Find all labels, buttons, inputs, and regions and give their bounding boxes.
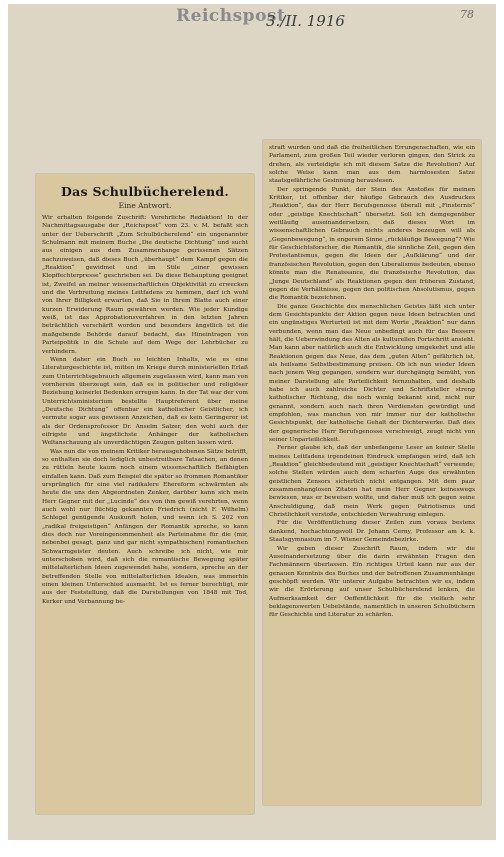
paragraph: Wir erhalten folgende Zuschrift: Verehrliche Redaktion! In der Nachmittagsausgabe der „Reichspost“ vom 23. v. M. befaßt sich unter der Ueberschrift „Zum Schulbücherelend“ ein ungenannter Schulmann mit meinem Buche „Die deutsche Dichtung“ und sucht aus einigen aus dem Zusammenhange gerissenen Sätzen nachzuweisen, daß dieses Buch „überhaupt“ dem Kampf gegen die „Reaktion“ gewidmet und im Stile „einer gewissen Klopffechterpresse“ geschrieben sei. Da diese Behauptung geeignet ist, Zweifel an meiner wissenschaftlichen Objektivität zu erwecken und die Verbreitung meines Leitfadens zu hemmen, darf ich wohl von Ihrer Billigkeit erwarten, daß Sie in Ihrem Blatte auch einer kurzen Erwiderung Raum gewähren werden. Wie jeder Kundige weiß, ist das Approbationsverfahren in den letzten Jahren beträchtlich verschärft worden und besonders ängstlich ist die maßgebende Behörde darauf bedacht, das Hineintragen von Parteipolitik in die Schule auf dem Wege der Lehrbücher zu verhindern. (42, 215, 248, 355)
masthead-stamp: Reichspost (176, 6, 286, 26)
right-column-inner (269, 144, 475, 801)
clipping-left-column (36, 174, 254, 814)
paragraph: Was nun die von meinem Kritiker herausgehobenen Sätze betrifft, so enthalten sie doch lediglich unbestreitbare Tatsachen, an denen zu rütteln heute kaum noch einem wissenschaftlich Befähigten einfallen kann. Daß zum Beispiel die später so frommen Romantiker ursprünglich für eine viel radikalere Ehereform schwärmten als heute die uns den Abgeordneten Zenker, darüber kann sich mein Herr Gegner mit der „Lucinde“ des von ihm gewiß verehrten, wenn auch wohl nur flüchtig gekannten Friedrich (nicht F. Wilhelm) Schlegel genügende Auskunft holen, und wenn ich S. 202 von „radikal freigeistigen“ Anfängen der Romantik spreche, so kann dies doch nur Voreingenommenheit als Parteinahme für die (mir, nebenbei gesagt, ganz und gar nicht sympathischen) romantischen Schwarmgeister deuten. Auch schreibe ich nicht, wie mir unterschoben wird, daß sich die romantische Bewegung später mittelalterlichen Ideen zugewendet habe, sondern, spreche an der betreffenden Stelle von mittelalterlichen Idealen, was immerhin einen kleinen Unterschied ausmacht. Ist es ferner berechtigt, mir aus der Feststellung, daß die Darstellungen von 1848 mit Tod, Kerker und Verbannung be- (42, 448, 248, 605)
paragraph: Ferner glaube ich, daß der unbefangene Leser an keiner Stelle meines Leitfadens irgendeinen Eindruck empfangen wird, daß ich „Reaktion“ gleichbedeutend mit „geistiger Knechtschaft“ verwende; solche Stellen würden auch dem scharfen Auge des erwähnten geistlichen Zensors sicherlich nicht entgangen. Mit dem paar zusammenhanglosen Zitaten hat mein Herr Gegner keineswegs bewiesen, was er beweisen wollte, und daher muß ich gegen seine Anschuldigung, daß mein Werk gegen Patriotismus und Christlichkeit verstoße, entschieden Verwahrung einlegen. (269, 445, 475, 519)
paragraph: straft wurden und daß die freiheitlichen Errungenschaften, wie ein Parlament, zum großen Teil wieder verloren gingen, den Strick zu drehen, als verteidigte ich mit diesem Satze die Revolution? Auf solche Weise kann man aus dem harmlosesten Satze staatsgefährliche Gesinnung herauslesen. (269, 145, 475, 185)
paragraph: Für die Veröffentlichung dieser Zeilen zum voraus bestens dankend, hochachtungsvoll Dr. Johann Cerny, Professor am k. k. Staatsgymnasium im 7. Wiener Gemeindebezirke. (269, 520, 475, 544)
article-title: Das Schulbücherelend. (60, 184, 230, 199)
article-subtitle: Eine Antwort. (118, 201, 172, 210)
left-column-inner (42, 178, 248, 810)
paragraph: Wir geben dieser Zuschrift Raum, indem wir die Auseinandersetzung über die darin erwähnten Fragen den Fachmännern überlassen. Ein richtiges Urteil kann nur aus der genauen Kenntnis des Buches und der betroffenen Zusammenhänge geschöpft werden. Wir unterer Aufgabe betrachten wir es, indem wir die Erörterung auf unser Schulbücherelend lenken, die Aufmerksamkeit der Oeffentlichkeit für die vielfach sehr beklagenswerten Uebelstände, namentlich in unseren Schulbüchern für Geschichte und Literatur zu schärfen. (269, 545, 475, 619)
right-column-text (269, 144, 475, 620)
paragraph: Die ganze Geschichte des menschlichen Geistes läßt sich unter dem Gesichtspunkte der Aktion gegen neue Ideen betrachten und ein ungünstiges Werturteil ist mit dem Worte „Reaktion“ nur dann verbunden, wenn man das Neue unbedingt auch für das Bessere hält, die Ueberwindung des Alten als kulturellen Fortschritt ansieht. Man kann aber natürlich auch die Entwicklung umgekehrt und alle Reaktionen gegen das Neue, das dem „guten Alten“ gefährlich ist, als heilsame Selbstbestimmung preisen. Ob ich nun wieder Ideen nach jenem Weg gegangen, sondern war durchgängig bemüht, von meiner Darstellung alle Parteilichkeit fernzuhalten, und deshalb habe ich auch zahlreiche Dichter und Schriftsteller streng katholischer Richtung, die noch wenig bekannt sind, nicht nur genannt, sondern auch nach ihren Verdiensten gewürdigt und empfohlen, was manchen von mir immer nur der katholische Gesichtspunkt, der katholische Gehalt der Dichterwerke. Daß dies der gegnerische Herr Berufsgenosse verschweigt, zeugt nicht von seiner Unparteilichkeit. (269, 303, 475, 444)
archive-header (8, 4, 496, 28)
clipping-right-column (263, 140, 481, 805)
page-number: 78 (460, 8, 474, 21)
paragraph: Der springende Punkt, der Stein des Anstoßes für meinen Kritiker, ist offenbar der häufige Gebrauch des Ausdruckes „Reaktion“, das der Herr Berufsgenosse überall mit „Finsternis“ oder „geistige Knechtschaft“ übersetzt. Soll ich demgegenüber weitläufig auseinandersetzen, daß dieses Wort im wissenschaftlichen Gebrauch nichts anderes bezeugen will als „Gegenbewegung“, in engerem Sinne „rückläufige Bewegung“? Wie für Geschichtsforscher, die Romantik, die sinnliche Zeit, gegen den Protestantismus, gegen die Ideen der „Aufklärung“ und der französischen Revolution, gegen den Liberalismus bedeuten, ebenso könnte man die Renaissance, die französische Revolution, das „Junge Deutschland“ als Reaktionen gegen den früheren Zustand, gegen die Verhältnisse, gegen den politischen Absolutismus, gegen die Romantik bezeichnen. (269, 186, 475, 302)
handwritten-date: 3./II. 1916 (266, 12, 345, 30)
archive-mount-sheet (8, 4, 496, 840)
left-column-text (42, 214, 248, 606)
paragraph: Wenn daher ein Buch so leichten Inhalts, wie es eine Literaturgeschichte ist, mitten im Kriege durch ministeriellen Erlaß zum Unterrichtsgebrauch allgemein zugelassen wird, kann man von vornherein überzeugt sein, daß es in politischer und religiöser Beziehung keinerlei Bedenken erregen kann. In der Tat war der vom Unterrichtsministerium bestellte Hauptreferent über meine „Deutsche Dichtung“ offenbar ein katholischer Geistlicher, ich vermute sogar aus gewissen Anzeichen, daß es kein Geringerer ist als der Ordensprofessor Dr. Anselm Salzer, den wohl auch der eifrigste und ängstlichste Anhänger der katholischen Weltanschauung als unverdächtigen Zeugen gelten lassen wird. (42, 356, 248, 447)
